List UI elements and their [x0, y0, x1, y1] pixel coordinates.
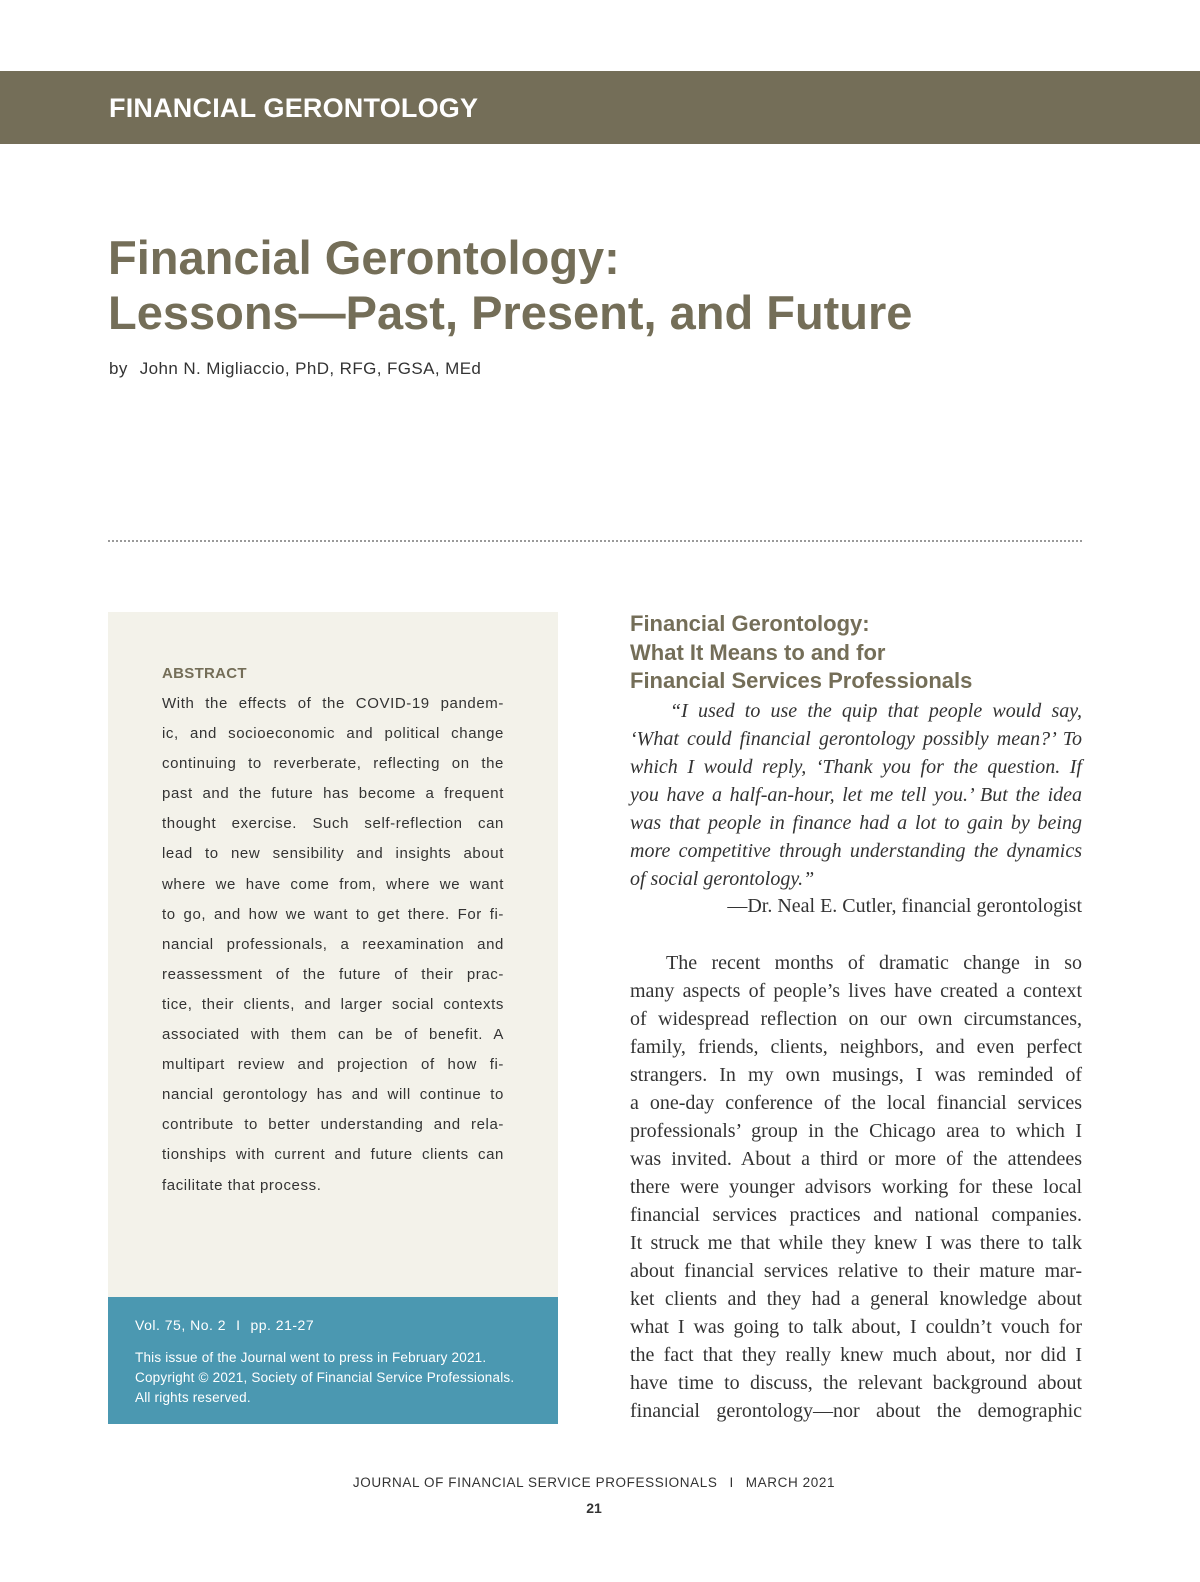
epigraph-quote	[630, 697, 1082, 893]
quote-line: which I would reply, ‘Thank you for the question. If	[630, 756, 1082, 778]
volume-number: Vol. 75, No. 2	[135, 1317, 227, 1333]
abstract-line: nancial gerontology has and will continue to	[162, 1086, 504, 1104]
quote-line: you have a half-an-hour, let me tell you.’ But the idea	[630, 784, 1082, 806]
quote-line: ‘What could financial gerontology possibly mean?’ To	[630, 728, 1082, 750]
abstract-line: tice, their clients, and larger social contexts	[162, 995, 504, 1013]
body-line: was invited. About a third or more of the attendees	[630, 1148, 1082, 1170]
abstract-line: facilitate that process.	[162, 1176, 322, 1194]
section-heading-line: What It Means to and for	[630, 639, 886, 665]
abstract-line: where we have come from, where we want	[162, 875, 504, 893]
body-line: The recent months of dramatic change in so	[666, 952, 1082, 974]
body-line: financial gerontology—nor about the demographic	[630, 1400, 1082, 1422]
quote-attribution: —Dr. Neal E. Cutler, financial gerontologist	[727, 895, 1082, 917]
abstract-line: thought exercise. Such self-reflection can	[162, 815, 504, 833]
abstract-line: reassessment of the future of their prac-	[162, 965, 504, 983]
section-heading-line: Financial Services Professionals	[630, 668, 973, 693]
article-title	[108, 230, 1108, 340]
abstract-text	[162, 689, 504, 1201]
page-number: 21	[586, 1500, 602, 1516]
quote-line: “I used to use the quip that people would say,	[670, 700, 1082, 722]
body-line: what I was going to talk about, I couldn’t vouch for	[630, 1316, 1082, 1338]
article-title-line: Lessons—Past, Present, and Future	[108, 286, 913, 339]
copyright-line: This issue of the Journal went to press in February 2021.	[135, 1350, 487, 1365]
copyright-line: Copyright © 2021, Society of Financial Service Professionals.	[135, 1370, 515, 1385]
quote-line: of social gerontology.”	[630, 868, 815, 890]
abstract-line: to go, and how we want to get there. For fi-	[162, 905, 504, 923]
copyright-line: All rights reserved.	[135, 1390, 251, 1405]
body-line: professionals’ group in the Chicago area to which I	[630, 1120, 1082, 1142]
byline	[109, 359, 481, 379]
banner-label: FINANCIAL GERONTOLOGY	[109, 93, 479, 123]
author-name: John N. Migliaccio, PhD, RFG, FGSA, MEd	[139, 359, 482, 378]
abstract-line: tionships with current and future clients can	[162, 1146, 504, 1164]
abstract-line: With the effects of the COVID-19 pandem-	[162, 695, 504, 712]
body-line: there were younger advisors working for these local	[630, 1176, 1082, 1198]
copyright-note	[135, 1348, 545, 1408]
volume-pages	[135, 1317, 314, 1333]
meta-separator: I	[236, 1317, 241, 1333]
publication-info-box	[108, 1297, 558, 1424]
abstract-line: ic, and socioeconomic and political change	[162, 725, 504, 743]
abstract-line: lead to new sensibility and insights about	[162, 845, 504, 863]
quote-line: was that people in finance had a lot to gain by being	[630, 812, 1082, 834]
body-line: about financial services relative to their mature mar-	[630, 1260, 1082, 1282]
body-line: the fact that they really knew much about, nor did I	[630, 1344, 1082, 1366]
body-paragraph	[630, 949, 1082, 1425]
dotted-divider	[108, 540, 1082, 542]
abstract-line: continuing to reverberate, reflecting on the	[162, 755, 504, 773]
page-range: pp. 21-27	[250, 1317, 315, 1333]
body-line: have time to discuss, the relevant background about	[630, 1372, 1082, 1394]
abstract-line: past and the future has become a frequent	[162, 785, 504, 803]
issue-date: MARCH 2021	[745, 1475, 836, 1490]
section-banner	[0, 71, 1200, 144]
body-line: It struck me that while they knew I was there to talk	[630, 1232, 1082, 1254]
footer-separator: I	[729, 1475, 734, 1490]
body-line: ket clients and they had a general knowledge about	[630, 1288, 1082, 1310]
body-line: a one-day conference of the local financial services	[630, 1092, 1082, 1114]
byline-prefix: by	[109, 359, 128, 378]
abstract-box	[108, 612, 558, 1297]
abstract-line: nancial professionals, a reexamination and	[162, 935, 504, 953]
body-line: of widespread reflection on our own circumstances,	[630, 1008, 1082, 1030]
article-title-line: Financial Gerontology:	[108, 231, 620, 284]
section-heading-line: Financial Gerontology:	[630, 611, 870, 636]
body-line: many aspects of people’s lives have created a context	[630, 980, 1082, 1002]
section-heading	[630, 610, 1090, 696]
quote-line: more competitive through understanding the dynamics	[630, 840, 1082, 862]
abstract-line: associated with them can be of benefit. A	[162, 1026, 504, 1044]
body-line: financial services practices and national companies.	[630, 1204, 1082, 1226]
abstract-line: multipart review and projection of how fi-	[162, 1056, 504, 1074]
journal-name: JOURNAL OF FINANCIAL SERVICE PROFESSIONALS	[352, 1475, 718, 1490]
body-line: strangers. In my own musings, I was reminded of	[630, 1064, 1082, 1086]
abstract-line: contribute to better understanding and rela-	[162, 1116, 504, 1134]
body-line: family, friends, clients, neighbors, and even perfect	[630, 1036, 1082, 1058]
running-footer	[0, 1475, 1188, 1490]
abstract-heading: ABSTRACT	[162, 665, 247, 682]
